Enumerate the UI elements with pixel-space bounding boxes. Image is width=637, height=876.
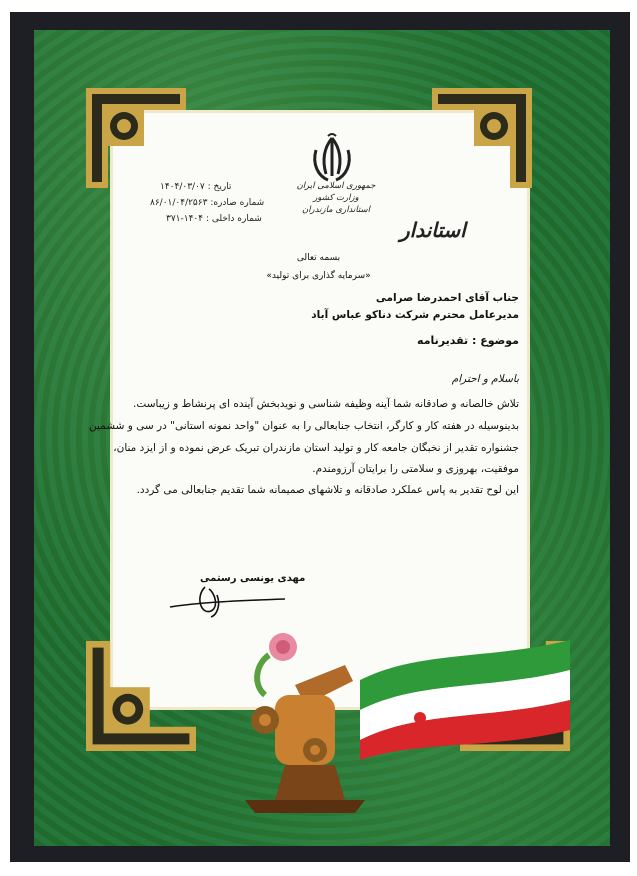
subject-label: موضوع : — [472, 334, 519, 347]
bismillah: بسمه تعالی — [296, 253, 341, 263]
body-line: جشنواره تقدیر از نخبگان جامعه کار و تولید استان مازندران تبریک عرض نموده و از ایزد منان، — [113, 442, 519, 454]
ministry-line: جمهوری اسلامی ایران — [296, 181, 376, 191]
body-line: تلاش خالصانه و صادقانه شما آینه وظیفه شناسی و نویدبخش آینده ای پرنشاط و زیباست. — [133, 398, 519, 410]
ostandar-title: استاندار — [400, 218, 466, 242]
recipient-title: مدیرعامل محترم شرکت دناکو عباس آباد — [311, 309, 519, 321]
body-line: موفقیت، بهروزی و سلامتی را برایتان آرزومندم. — [312, 463, 519, 475]
date-value: ۱۴۰۴/۰۳/۰۷ — [160, 182, 205, 192]
ministry-line: وزارت کشور — [313, 193, 359, 203]
internal-label: شماره داخلی : — [205, 214, 262, 224]
subject-value: تقدیرنامه — [417, 334, 469, 347]
ornament-top-right — [432, 88, 532, 188]
date-row — [160, 182, 231, 192]
internal-value: ۱۴۰۴-۳۷۱ — [166, 214, 204, 224]
slogan: «سرمایه گذاری برای تولید» — [266, 271, 371, 281]
issue-value: ۸۶/۰۱/۰۴/۲۵۶۳ — [150, 198, 208, 208]
handwritten-signature — [165, 575, 295, 620]
signatory-name: مهدی یونسی رستمی — [200, 573, 306, 584]
issue-number-row — [150, 198, 264, 208]
body-line: این لوح تقدیر به پاس عملکرد صادقانه و تلاشهای صمیمانه شما تقدیم جنابعالی می گردد. — [136, 484, 519, 496]
issue-label: شماره صادره: — [210, 198, 265, 208]
ornament-bottom-left — [86, 636, 196, 756]
date-label: تاریخ : — [207, 182, 232, 192]
ornament-top-left — [86, 88, 186, 188]
iran-flag-ribbon — [350, 640, 580, 760]
ministry-line: استانداری مازندران — [301, 205, 371, 215]
fist-gears-flower-illustration — [235, 625, 375, 815]
internal-number-row — [166, 214, 262, 224]
greeting: باسلام و احترام — [451, 373, 519, 385]
body-line: بدینوسیله در هفته کار و کارگر، انتخاب جنابعالی را به عنوان "واحد نمونه استانی" در سی و ششمین — [89, 420, 519, 432]
recipient-name: جناب آقای احمدرضا صرامی — [375, 292, 519, 304]
subject-row — [417, 334, 519, 347]
ministry-block — [296, 180, 376, 216]
